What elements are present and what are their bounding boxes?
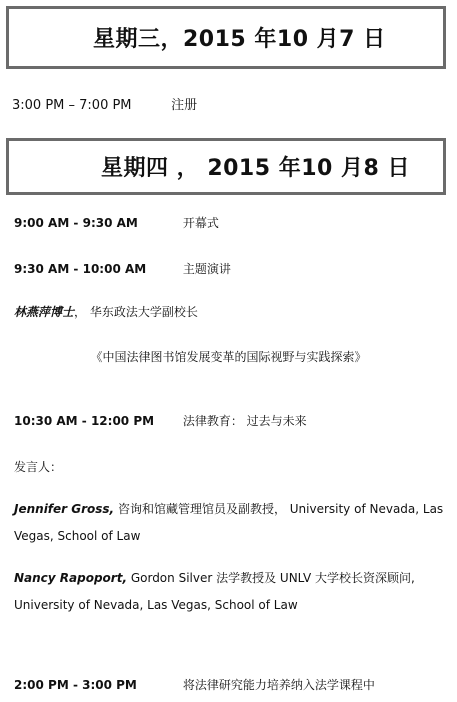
- speaker-entry: [14, 496, 444, 550]
- schedule-row: [14, 214, 219, 231]
- speaker-description: Gordon Silver 法学教授及 UNLV 大学校长资深顾问, University of Nevada, Las Vegas, School of Law: [14, 571, 415, 612]
- speaker-entry: [14, 565, 444, 619]
- day-title: 星期四 ， 2015 年10 月8 日: [101, 156, 410, 181]
- schedule-time: 9:00 AM - 9:30 AM: [14, 216, 138, 230]
- registration-time: 3:00 PM – 7:00 PM: [12, 98, 132, 113]
- registration-label: 注册: [171, 98, 198, 113]
- session-label: 法律教育： 过去与未来: [182, 414, 307, 428]
- day-header-thursday: [6, 138, 446, 195]
- session-label: 将法律研究能力培养纳入法学课程中: [182, 678, 375, 692]
- session-time: 2:00 PM - 3:00 PM: [14, 678, 137, 692]
- schedule-label: 开幕式: [182, 216, 219, 230]
- schedule-time: 9:30 AM - 10:00 AM: [14, 262, 147, 276]
- speaker-description: 咨询和馆藏管理馆员及副教授， University of Nevada, Las Vegas, School of Law: [14, 502, 444, 543]
- day-header-wednesday: [6, 6, 446, 69]
- session-row: [14, 412, 307, 429]
- session-row: [14, 676, 375, 693]
- keynote-speaker-affiliation: ， 华东政法大学副校长: [74, 305, 198, 319]
- day-title: 星期三，2015 年10 月7 日: [93, 27, 386, 52]
- keynote-talk-title: 《中国法律图书馆发展变革的国际视野与实践探索》: [90, 350, 367, 364]
- schedule-row: [14, 260, 231, 277]
- speaker-name: Nancy Rapoport,: [14, 571, 128, 585]
- registration-row: [12, 94, 197, 113]
- keynote-speaker-line: [14, 303, 198, 320]
- speakers-label: 发言人：: [14, 460, 63, 474]
- schedule-label: 主题演讲: [182, 262, 231, 276]
- speaker-name: Jennifer Gross,: [14, 502, 115, 516]
- keynote-speaker-name: 林燕萍博士: [14, 305, 75, 319]
- session-time: 10:30 AM - 12:00 PM: [14, 414, 155, 428]
